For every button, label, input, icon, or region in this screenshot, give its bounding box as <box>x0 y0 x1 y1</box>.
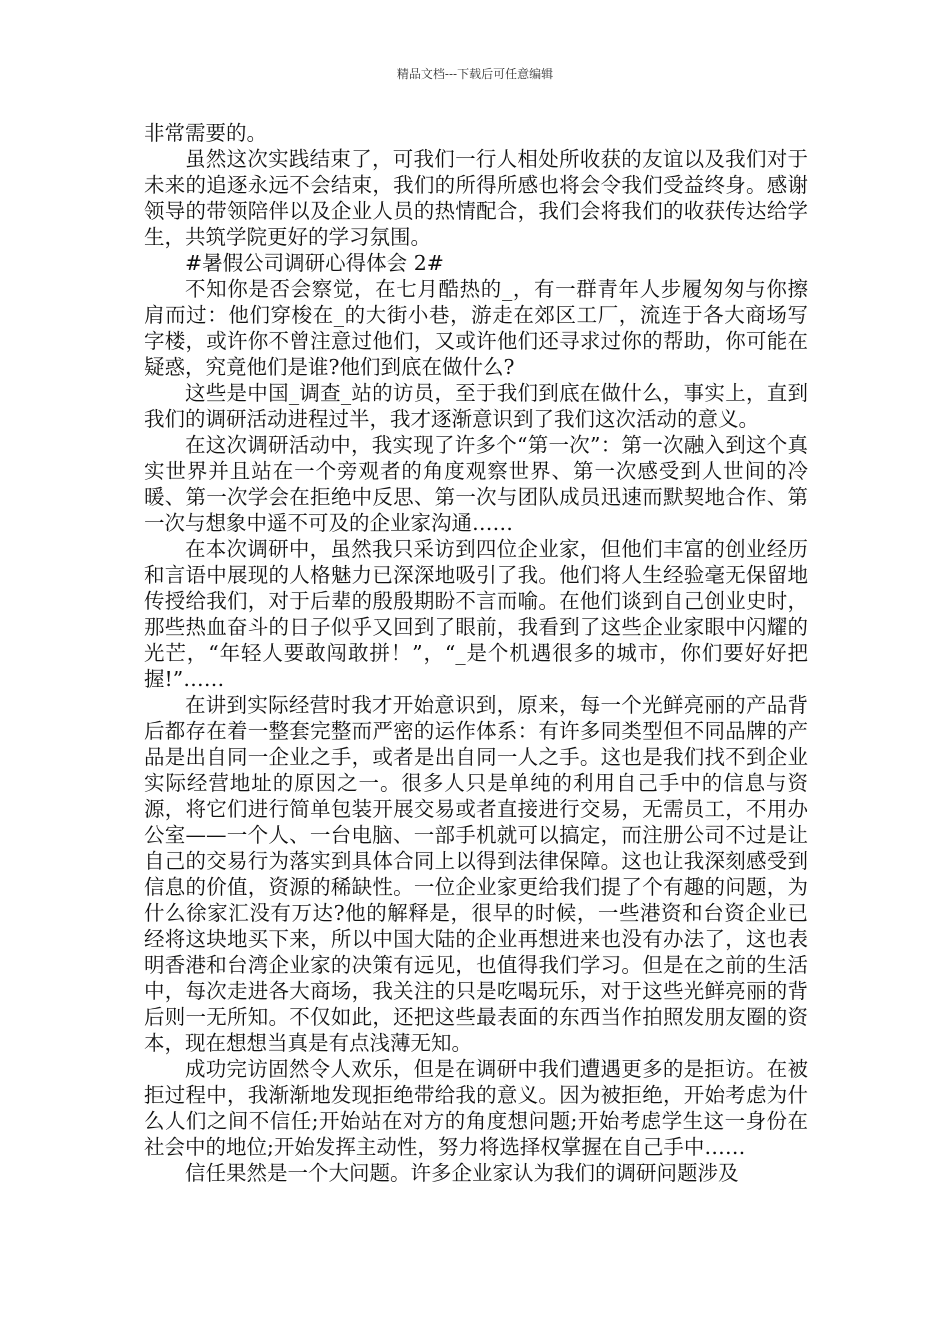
document-body <box>144 120 808 1186</box>
paragraph-5: 在这次调研活动中，我实现了许多个“第一次”：第一次融入到这个真实世界并且站在一个旁观者的角度观察世界、第一次感受到人世间的冷暖、第一次学会在拒绝中反思、第一次与团队成员迅速而默契地合作、第一次与想象中遥不可及的企业家沟通…… <box>144 433 808 535</box>
paragraph-2: 虽然这次实践结束了，可我们一行人相处所收获的友谊以及我们对于未来的追逐永远不会结束，我们的所得所感也将会令我们受益终身。感谢领导的带领陪伴以及企业人员的热情配合，我们会将我们的收获传达给学生，共筑学院更好的学习氛围。 <box>144 147 808 249</box>
paragraph-8: 成功完访固然令人欢乐，但是在调研中我们遭遇更多的是拒访。在被拒过程中，我渐渐地发现拒绝带给我的意义。因为被拒绝，开始考虑为什么人们之间不信任;开始站在对方的角度想问题;开始考虑学生这一身份在社会中的地位;开始发挥主动性，努力将选择权掌握在自己手中…… <box>144 1057 808 1159</box>
paragraph-9: 信任果然是一个大问题。许多企业家认为我们的调研问题涉及 <box>185 1161 739 1185</box>
section-heading: #暑假公司调研心得体会 2# <box>185 251 444 275</box>
paragraph-7: 在讲到实际经营时我才开始意识到，原来，每一个光鲜亮丽的产品背后都存在着一整套完整而严密的运作体系：有许多同类型但不同品牌的产品是出自同一企业之手，或者是出自同一人之手。这也是我们找不到企业实际经营地址的原因之一。很多人只是单纯的利用自己手中的信息与资源，将它们进行简单包装开展交易或者直接进行交易，无需员工，不用办公室——一个人、一台电脑、一部手机就可以搞定，而注册公司不过是让自己的交易行为落实到具体合同上以得到法律保障。这也让我深刻感受到信息的价值，资源的稀缺性。一位企业家更给我们提了个有趣的问题，为什么徐家汇没有万达?他的解释是，很早的时候，一些港资和台资企业已经将这块地买下来，所以中国大陆的企业再想进来也没有办法了，这也表明香港和台湾企业家的决策有远见，也值得我们学习。但是在之前的生活中，每次走进各大商场，我关注的只是吃喝玩乐，对于这些光鲜亮丽的背后则一无所知。不仅如此，还把这些最表面的东西当作拍照发朋友圈的资本，现在想想当真是有点浅薄无知。 <box>144 693 808 1055</box>
paragraph-1: 非常需要的。 <box>144 121 267 145</box>
paragraph-3: 不知你是否会察觉，在七月酷热的_，有一群青年人步履匆匆与你擦肩而过：他们穿梭在_的大街小巷，游走在郊区工厂，流连于各大商场写字楼，或许你不曾注意过他们，又或许他们还寻求过你的帮助，你可能在疑惑，究竟他们是谁?他们到底在做什么? <box>144 277 808 379</box>
paragraph-6: 在本次调研中，虽然我只采访到四位企业家，但他们丰富的创业经历和言语中展现的人格魅力已深深地吸引了我。他们将人生经验毫无保留地传授给我们，对于后辈的殷殷期盼不言而喻。在他们谈到自己创业史时，那些热血奋斗的日子似乎又回到了眼前，我看到了这些企业家眼中闪耀的光芒，“年轻人要敢闯敢拼！”，“_是个机遇很多的城市，你们要好好把握!”…… <box>144 537 808 691</box>
page-header: 精品文档---下载后可任意编辑 <box>396 67 554 81</box>
paragraph-4: 这些是中国_调查_站的访员，至于我们到底在做什么，事实上，直到我们的调研活动进程过半，我才逐渐意识到了我们这次活动的意义。 <box>144 381 808 431</box>
